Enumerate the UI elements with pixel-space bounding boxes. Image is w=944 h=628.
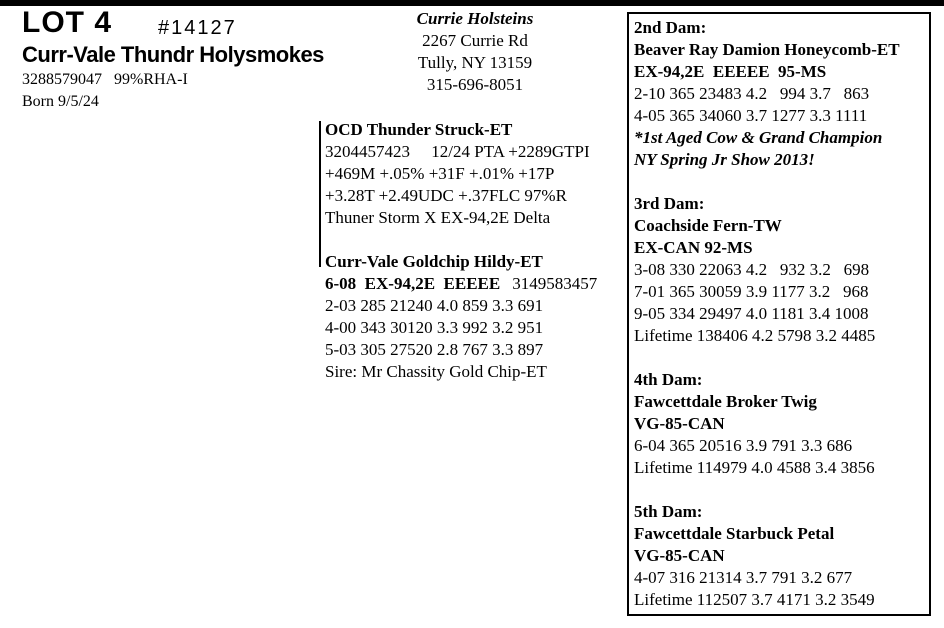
animal-name: Curr-Vale Thundr Holysmokes (22, 42, 324, 67)
dam-class-line (325, 273, 597, 295)
dam3-lifetime: Lifetime 138406 4.2 5798 3.2 4485 (634, 326, 876, 345)
farm-info (385, 8, 565, 96)
farm-name: Currie Holsteins (416, 9, 534, 28)
dam5-title: 5th Dam: (634, 502, 703, 521)
dam-record: 4-00 343 30120 3.3 992 3.2 951 (325, 318, 544, 337)
sire-info-line: 3204457423 12/24 PTA +2289GTPI (325, 142, 590, 161)
dam2-note: NY Spring Jr Show 2013! (634, 150, 815, 169)
farm-phone: 315-696-8051 (426, 75, 524, 94)
lot-number: #14127 (158, 17, 237, 39)
pedigree-bracket (319, 121, 321, 267)
dam4-title: 4th Dam: (634, 370, 703, 389)
sire-info-line: +3.28T +2.49UDC +.37FLC 97%R (325, 186, 567, 205)
dam5-name: Fawcettdale Starbuck Petal (634, 524, 835, 543)
dam2-title: 2nd Dam: (634, 18, 707, 37)
dam2-record: 2-10 365 23483 4.2 994 3.7 863 (634, 84, 870, 103)
dam3-record: 7-01 365 30059 3.9 1177 3.2 968 (634, 282, 869, 301)
dam5-class: VG-85-CAN (634, 546, 725, 565)
dam2-name: Beaver Ray Damion Honeycomb-ET (634, 40, 900, 59)
dam2-record: 4-05 365 34060 3.7 1277 3.3 1111 (634, 106, 868, 125)
top-rule (0, 0, 944, 6)
sire-info-line: +469M +.05% +31F +.01% +17P (325, 164, 555, 183)
dam-registration: 3149583457 (512, 274, 598, 293)
dam4-class: VG-85-CAN (634, 414, 725, 433)
dam4-name: Fawcettdale Broker Twig (634, 392, 817, 411)
lot-label: LOT 4 (22, 6, 113, 39)
dam4-lifetime: Lifetime 114979 4.0 4588 3.4 3856 (634, 458, 875, 477)
dam5-record: 4-07 316 21314 3.7 791 3.2 677 (634, 568, 853, 587)
dam4-record: 6-04 365 20516 3.9 791 3.3 686 (634, 436, 853, 455)
dam-classification: 6-08 EX-94,2E EEEEE (325, 274, 501, 293)
dam3-title: 3rd Dam: (634, 194, 705, 213)
dam-record: 5-03 305 27520 2.8 767 3.3 897 (325, 340, 544, 359)
dam5-lifetime: Lifetime 112507 3.7 4171 3.2 3549 (634, 590, 875, 609)
registration-info: 3288579047 99%RHA-I (22, 71, 188, 88)
birth-date: Born 9/5/24 (22, 93, 99, 110)
dam2-class: EX-94,2E EEEEE 95-MS (634, 62, 827, 81)
dam3-record: 3-08 330 22063 4.2 932 3.2 698 (634, 260, 870, 279)
dam3-class: EX-CAN 92-MS (634, 238, 753, 257)
sire-name: OCD Thunder Struck-ET (325, 120, 513, 139)
sire-info-line: Thuner Storm X EX-94,2E Delta (325, 208, 551, 227)
dam3-record: 9-05 334 29497 4.0 1181 3.4 1008 (634, 304, 869, 323)
dam-record: 2-03 285 21240 4.0 859 3.3 691 (325, 296, 544, 315)
dam-name: Curr-Vale Goldchip Hildy-ET (325, 252, 543, 271)
farm-address-1: 2267 Currie Rd (422, 31, 528, 50)
dam2-note: *1st Aged Cow & Grand Champion (634, 128, 883, 147)
dam3-name: Coachside Fern-TW (634, 216, 782, 235)
farm-address-2: Tully, NY 13159 (417, 53, 533, 72)
dam-sire-line: Sire: Mr Chassity Gold Chip-ET (325, 362, 547, 381)
